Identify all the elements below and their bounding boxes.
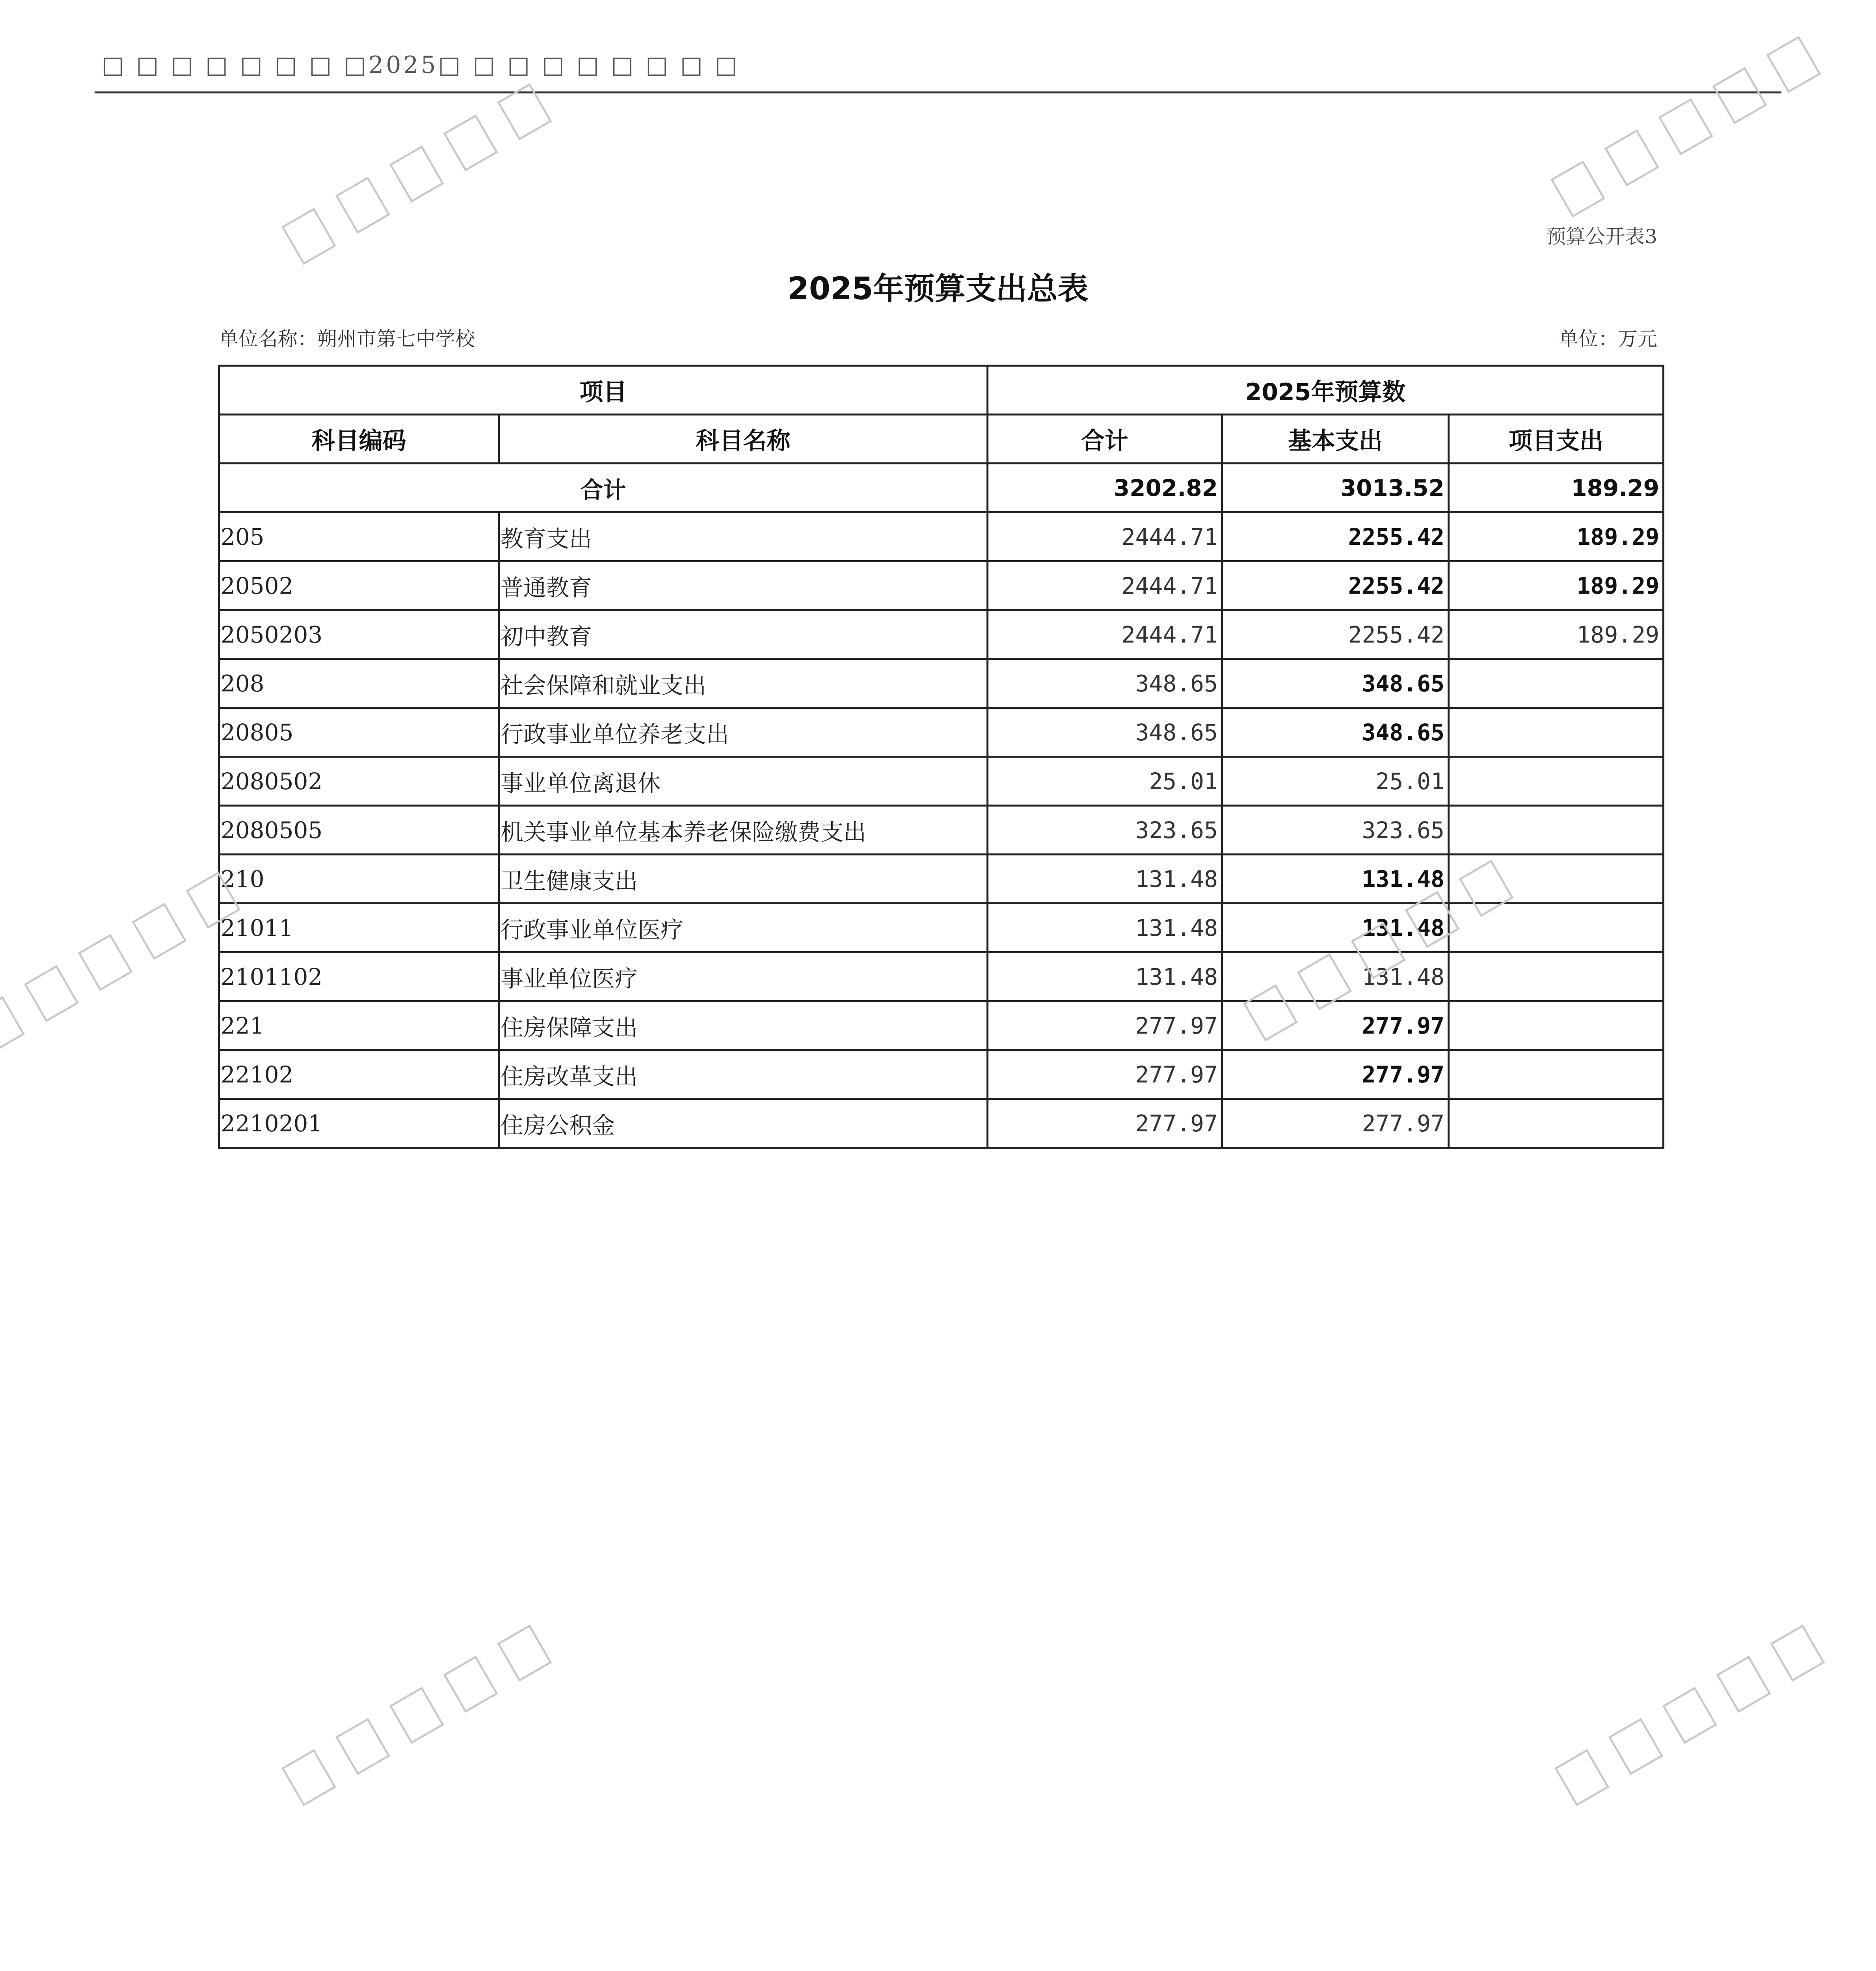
row-total: 277.97 <box>988 1050 1222 1099</box>
row-code: 2050203 <box>219 610 499 659</box>
total-total: 3202.82 <box>988 464 1222 512</box>
row-code: 208 <box>219 659 499 708</box>
row-project <box>1449 1001 1664 1050</box>
total-label: 合计 <box>219 464 988 512</box>
row-name: 社会保障和就业支出 <box>499 659 988 708</box>
row-total: 131.48 <box>988 855 1222 904</box>
row-basic: 348.65 <box>1222 708 1449 757</box>
table-row <box>219 610 1664 659</box>
header-rule <box>95 91 1781 93</box>
row-name: 事业单位离退休 <box>499 757 988 806</box>
row-total: 277.97 <box>988 1099 1222 1148</box>
row-name: 教育支出 <box>499 512 988 561</box>
row-code: 2101102 <box>219 952 499 1001</box>
row-code: 210 <box>219 855 499 904</box>
row-total: 131.48 <box>988 952 1222 1001</box>
column-header-project: 项目支出 <box>1449 415 1664 464</box>
row-basic: 2255.42 <box>1222 512 1449 561</box>
watermark <box>1554 1624 1825 1806</box>
table-row <box>219 512 1664 561</box>
row-code: 21011 <box>219 904 499 952</box>
row-basic: 277.97 <box>1222 1001 1449 1050</box>
total-project: 189.29 <box>1449 464 1664 512</box>
unit-label: 单位：万元 <box>1559 328 1657 350</box>
budget-table <box>218 365 1664 1149</box>
column-header-basic: 基本支出 <box>1222 415 1449 464</box>
row-basic: 277.97 <box>1222 1050 1449 1099</box>
row-project: 189.29 <box>1449 512 1664 561</box>
row-name: 机关事业单位基本养老保险缴费支出 <box>499 806 988 855</box>
row-basic: 131.48 <box>1222 855 1449 904</box>
group-header-budget: 2025年预算数 <box>988 366 1664 415</box>
row-name: 行政事业单位医疗 <box>499 904 988 952</box>
row-project <box>1449 708 1664 757</box>
running-header: □ □ □ □ □ □ □ □2025□ □ □ □ □ □ □ □ □ <box>102 51 740 79</box>
column-header-name: 科目名称 <box>499 415 988 464</box>
column-header-total: 合计 <box>988 415 1222 464</box>
row-name: 住房公积金 <box>499 1099 988 1148</box>
column-header-code: 科目编码 <box>219 415 499 464</box>
row-project <box>1449 952 1664 1001</box>
row-project <box>1449 806 1664 855</box>
row-basic: 2255.42 <box>1222 610 1449 659</box>
row-code: 2210201 <box>219 1099 499 1148</box>
row-name: 行政事业单位养老支出 <box>499 708 988 757</box>
row-total: 348.65 <box>988 708 1222 757</box>
row-total: 131.48 <box>988 904 1222 952</box>
row-code: 221 <box>219 1001 499 1050</box>
row-basic: 131.48 <box>1222 952 1449 1001</box>
watermark <box>0 872 240 1053</box>
row-name: 住房保障支出 <box>499 1001 988 1050</box>
row-name: 住房改革支出 <box>499 1050 988 1099</box>
row-basic: 2255.42 <box>1222 561 1449 610</box>
table-row <box>219 806 1664 855</box>
row-code: 2080505 <box>219 806 499 855</box>
row-code: 20805 <box>219 708 499 757</box>
row-name: 初中教育 <box>499 610 988 659</box>
row-project <box>1449 659 1664 708</box>
row-code: 22102 <box>219 1050 499 1099</box>
group-header-item: 项目 <box>219 366 988 415</box>
row-project: 189.29 <box>1449 561 1664 610</box>
column-header-row <box>219 415 1664 464</box>
row-basic: 25.01 <box>1222 757 1449 806</box>
row-project <box>1449 1050 1664 1099</box>
row-code: 2080502 <box>219 757 499 806</box>
table-row <box>219 708 1664 757</box>
row-total: 2444.71 <box>988 561 1222 610</box>
row-basic: 277.97 <box>1222 1099 1449 1148</box>
row-total: 25.01 <box>988 757 1222 806</box>
table-tag: 预算公开表3 <box>1546 225 1657 248</box>
row-name: 事业单位医疗 <box>499 952 988 1001</box>
row-basic: 323.65 <box>1222 806 1449 855</box>
table-row <box>219 561 1664 610</box>
page-title: 2025年预算支出总表 <box>787 271 1089 307</box>
table-row <box>219 659 1664 708</box>
table-row <box>219 757 1664 806</box>
watermark <box>281 83 552 265</box>
row-name: 卫生健康支出 <box>499 855 988 904</box>
row-project <box>1449 1099 1664 1148</box>
row-total: 2444.71 <box>988 512 1222 561</box>
row-project <box>1449 757 1664 806</box>
total-basic: 3013.52 <box>1222 464 1449 512</box>
group-header-row <box>219 366 1664 415</box>
table-row <box>219 1001 1664 1050</box>
row-total: 323.65 <box>988 806 1222 855</box>
table-row <box>219 1099 1664 1148</box>
row-code: 20502 <box>219 561 499 610</box>
unit-name: 单位名称：朔州市第七中学校 <box>219 328 475 350</box>
row-basic: 348.65 <box>1222 659 1449 708</box>
watermark <box>281 1624 552 1806</box>
row-name: 普通教育 <box>499 561 988 610</box>
total-row <box>219 464 1664 512</box>
watermark <box>1550 36 1821 218</box>
row-project: 189.29 <box>1449 610 1664 659</box>
row-total: 2444.71 <box>988 610 1222 659</box>
row-code: 205 <box>219 512 499 561</box>
row-total: 348.65 <box>988 659 1222 708</box>
row-total: 277.97 <box>988 1001 1222 1050</box>
table-row <box>219 1050 1664 1099</box>
row-basic: 131.48 <box>1222 904 1449 952</box>
table-row <box>219 952 1664 1001</box>
